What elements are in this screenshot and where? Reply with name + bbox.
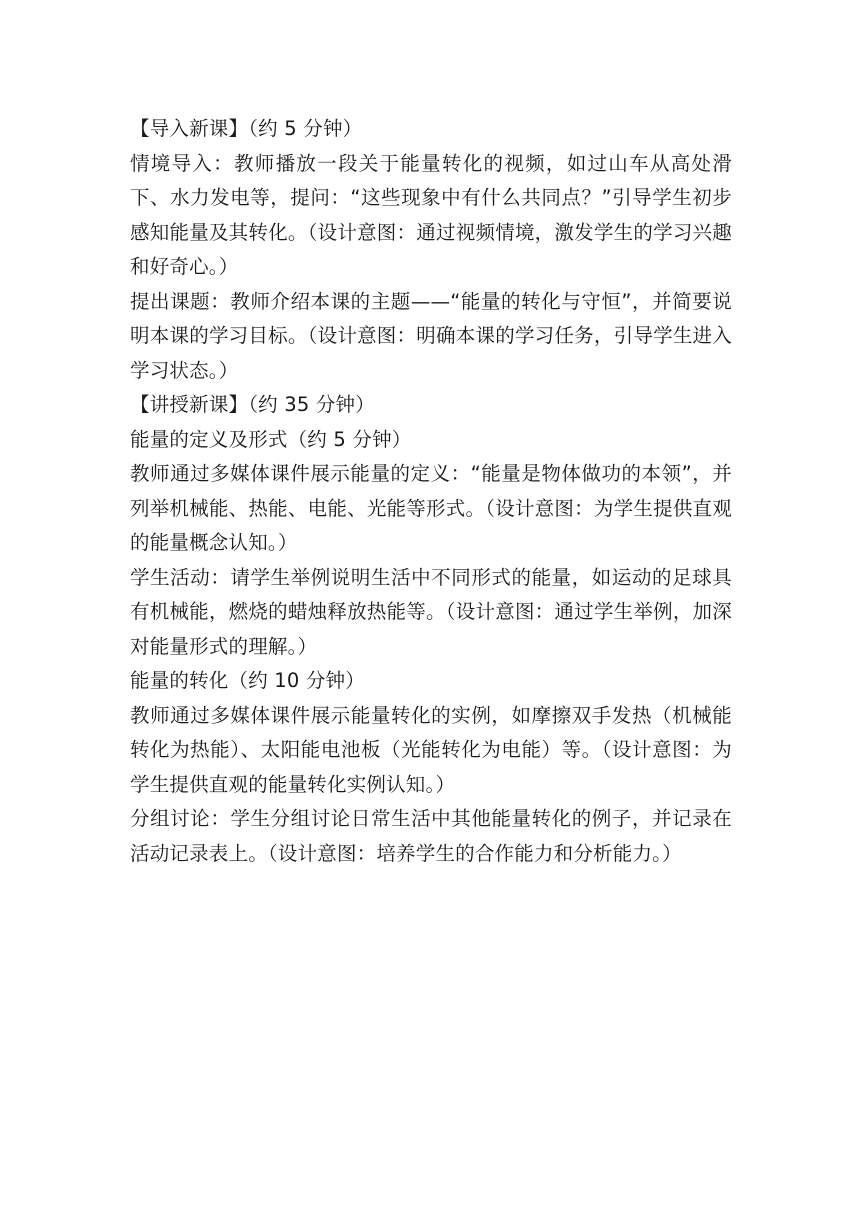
subheading-energy-definition: 能量的定义及形式（约 5 分钟）: [130, 427, 412, 451]
paragraph-group-discussion: 分组讨论：学生分组讨论日常生活中其他能量转化的例子，并记录在活动记录表上。（设计意图：培养学生的合作能力和分析能力。）: [130, 807, 732, 865]
paragraph-student-activity: 学生活动：请学生举例说明生活中不同形式的能量，如运动的足球具有机械能，燃烧的蜡烛释放热能等。（设计意图：通过学生举例，加深对能量形式的理解。）: [130, 565, 732, 658]
paragraph-conversion-examples: 教师通过多媒体课件展示能量转化的实例，如摩擦双手发热（机械能转化为热能）、太阳能电池板（光能转化为电能）等。（设计意图：为学生提供直观的能量转化实例认知。）: [130, 703, 732, 796]
subheading-energy-conversion: 能量的转化（约 10 分钟）: [130, 669, 366, 692]
document-body: [130, 112, 732, 871]
paragraph-situation-intro: 情境导入：教师播放一段关于能量转化的视频，如过山车从高处滑下、水力发电等，提问：“这些现象中有什么共同点？”引导学生初步感知能量及其转化。（设计意图：通过视频情境，激发学生的学习兴趣和好奇心。）: [130, 151, 732, 278]
paragraph-topic: 提出课题：教师介绍本课的主题——“能量的转化与守恒”，并简要说明本课的学习目标。（设计意图：明确本课的学习任务，引导学生进入学习状态。）: [130, 289, 732, 382]
section-heading-intro: 【导入新课】（约 5 分钟）: [130, 117, 363, 140]
section-heading-new-lesson: 【讲授新课】（约 35 分钟）: [130, 393, 375, 416]
paragraph-energy-definition: 教师通过多媒体课件展示能量的定义：“能量是物体做功的本领”，并列举机械能、热能、电能、光能等形式。（设计意图：为学生提供直观的能量概念认知。）: [130, 462, 732, 554]
